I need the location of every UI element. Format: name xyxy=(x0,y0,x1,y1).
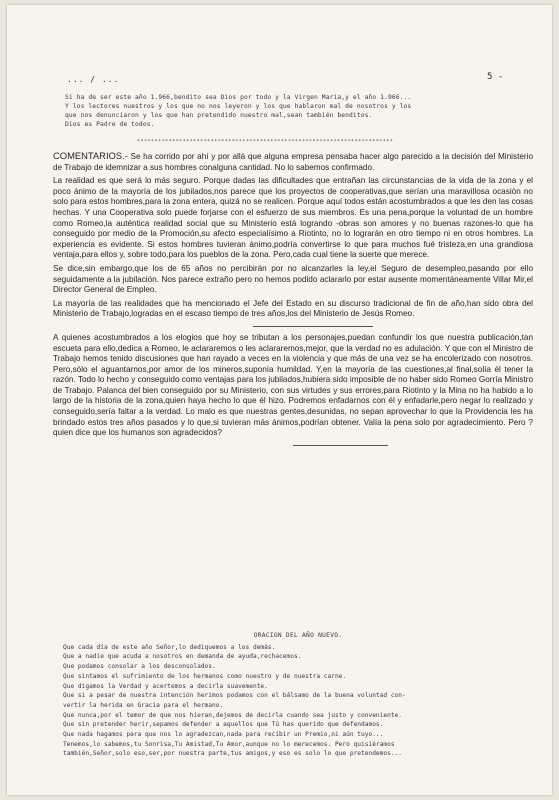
intro-line: Y los lectores nuestros y los que no nos leyeron y los que hablaron mal de nosotros y los xyxy=(65,103,412,110)
comentarios-heading: COMENTARIOS.- xyxy=(53,150,128,161)
prayer-line: Que podamos consolar a los desconsolados. xyxy=(63,663,216,671)
prayer-line: también,Señor,solo eso,ser,por nuestra parte,tus amigos,y eso es solo lo que pretendemos... xyxy=(63,750,402,758)
prayer-line: vertir la herida en Gracia para el hermano. xyxy=(63,701,224,709)
prayer-line: Que sin pretender herir,sepamos defender a aquellos que Tú has querido que defendamos. xyxy=(63,721,384,729)
continuation-marker: ... / ... xyxy=(67,75,120,84)
paragraph: La realidad es que será lo más seguro. Porque dadas las dificultades que entrañan las circunstancias de la vida de la zona y el poco ánimo de la mayoría de los jubilados,nos parece que los proyectos de cooperativas,que serían una maravillosa ocasión no solo para estos hombres,para la zona entera, quizá no se realicen. Porque aquí todos están acostumbrados a que les den las cosas hechas. Y una Cooperativa solo puede forjarse con el esfuerzo de sus miembros. Es una pena,porque la voluntad de un hombre como Romeo,la auténtica realidad social que su Ministerio está logrando -obras son amores y no buenas razones-lo que ha conseguido por medio de la Promoción,su afecto especialísimo a Riotinto, no lo lograrán en otro tiempo ni en otros hombres. La experiencia es evidente. Si estos hombres tuvieran ánimo,podría convertirse lo que para muchos fué tristeza,en una grandiosa ventaja,para ellos y, sobre todo,para los pueblos de la zona. Pero,cada cual tiene la suerte que merece. xyxy=(53,176,533,260)
prayer-line: Que cada día de este año Señor,lo dediquemos a los demás. xyxy=(63,643,276,651)
prayer-title: ORACION DEL AÑO NUEVO. xyxy=(253,632,343,639)
page-number: 5 - xyxy=(487,72,504,82)
comentarios-paragraph xyxy=(53,151,533,173)
prayer-line: Tenemos,lo sabemos,tu Sonrisa,Tu Amistad,Tu Amor,aunque no lo merecemos. Pero quisiéramos xyxy=(63,740,395,748)
intro-line: Si ha de ser este año 1.966,bendito sea Dios por todo y la Virgen María,y el año 1.966... xyxy=(65,94,412,101)
prayer-line: Que sintamos el sufrimiento de los hermanos como nuestro y de nuestra carne. xyxy=(63,672,347,680)
divider xyxy=(293,445,388,446)
prayer-line: Que digamos la Verdad y acertemos a decirla suavemente. xyxy=(63,682,268,690)
article-body xyxy=(53,151,533,452)
prayer-section xyxy=(63,631,533,759)
intro-block xyxy=(65,93,525,129)
prayer-line: Que nunca,por el temor de que nos hieran,dejemos de decirla cuando sea justo y conveniente. xyxy=(63,711,402,719)
document-page xyxy=(7,5,552,795)
paragraph-final: A quienes acostumbrados a los elogios que hoy se tributan a los personajes,puedan confundir los que nuestra publicación,tan escueta para ello,dedica a Romeo, le aclararemos o les aclararemos,mejor, que la verdad no es adulación. Y que con el Ministro de Trabajo hemos tenido discusiones que han rayado a veces en la violencia y que más de una vez se ha encolerizado con nosotros. Pero,sólo el aguantarnos,por amor de los mineros,suponía humildad. Y,en la mayoría de las cuestiones,al final,solía él tener la razón. Todo lo hecho y conseguido como ventajas para los jubilados,hubiera sido imposible de no haber sido Romeo Gorría Ministro de Trabajo. Palanca del bien conseguido por su Ministerio, con sus virtudes y sus errores,para Riotinto y la Mina no ha habido a lo largo de la historia de la zona,quien haya hecho lo que él hizo. Podremos enfadarnos con él y enfadarle,pero negar lo realizado y conseguido,sería faltar a la verdad. Lo malo es que nuestras gentes,desunidas, no sepan aprovechar lo que la Providencia les ha brindado estos tres años pasados y lo que,si tuvieran más ánimos,podrían obtener. Valía la pena solo por agradecimiento. Pero ?quien dice que los humanos son agradecidos? xyxy=(53,332,533,438)
prayer-line: Que nada hagamos para que nos lo agradezcan,nada para recibir un Premio,ni aún tuyo... xyxy=(63,731,384,739)
paragraph: Se dice,sin embargo,que los de 65 años no percibirán por no alcanzarles la ley,el Seguro de desempleo,pasando por ello seguidamente a la jubilación. Nos parece extraño pero no hemos podido aclararlo por estar ausente momentáneamente Villar Mir,el Director General de Empleo. xyxy=(53,263,533,295)
comentarios-text: Se ha corrido por ahí y por allá que alguna empresa pensaba hacer algo parecido a la decisión del Ministerio de Trabajo de idemnizar a sus hombres conalguna cantidad. No lo sabemos confirmado. xyxy=(53,152,533,172)
intro-line: Dios es Padre de todos. xyxy=(65,121,155,128)
divider xyxy=(253,326,373,327)
prayer-line: Que si a pesar de nuestra intención herimos podamos con el bálsamo de la buena voluntad con- xyxy=(63,692,406,700)
star-separator: ************************************************************************* xyxy=(137,139,394,145)
intro-line: que nos denunciaron y los que han pretendido nuestro mal,sean también benditos. xyxy=(65,112,373,119)
paragraph: La mayoría de las realidades que ha mencionado el Jefe del Estado en su discurso tradicional de fin de año,han sido obra del Ministerio de Trabajo,logradas en el escaso tiempo de tres años,los del Ministerio de Jesús Romeo. xyxy=(53,298,533,319)
prayer-line: Que a nadie que acuda a nosotros en demanda de ayuda,rechacemos. xyxy=(63,653,302,661)
